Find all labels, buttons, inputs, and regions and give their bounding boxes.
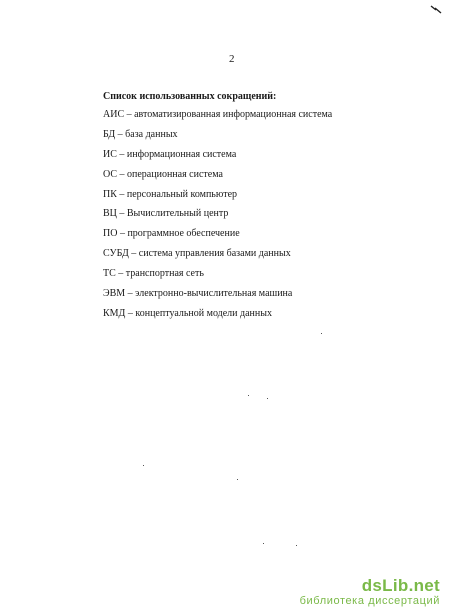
abbreviation-item-os: ОС – операционная система bbox=[103, 168, 223, 180]
scan-speck bbox=[237, 479, 238, 480]
abbreviations-list bbox=[103, 110, 332, 329]
abbreviation-item-kmd: КМД – концептуальной модели данных bbox=[103, 307, 272, 319]
abbreviation-item-bd: БД – база данных bbox=[103, 128, 178, 140]
scan-speck bbox=[321, 333, 322, 334]
abbreviation-item-ts: ТС – транспортная сеть bbox=[103, 268, 204, 280]
scan-speck bbox=[143, 465, 144, 466]
page-number: 2 bbox=[229, 53, 235, 65]
scan-speck bbox=[263, 543, 264, 544]
abbreviation-item-po: ПО – программное обеспечение bbox=[103, 228, 240, 240]
abbreviation-item-pk: ПК – персональный компьютер bbox=[103, 188, 238, 200]
scan-corner-mark bbox=[430, 4, 442, 14]
watermark-logo: dsLib.net bbox=[361, 576, 440, 595]
abbreviation-item-vc: ВЦ – Вычислительный центр bbox=[103, 208, 229, 220]
abbreviation-item-is: ИС – информационная система bbox=[103, 148, 237, 160]
watermark-caption: библиотека диссертаций bbox=[299, 595, 440, 607]
abbreviation-item-subd: СУБД – система управления базами данных bbox=[103, 248, 291, 260]
scan-speck bbox=[248, 395, 249, 396]
scan-speck bbox=[296, 545, 297, 546]
abbreviation-item-evm: ЭВМ – электронно-вычислительная машина bbox=[103, 288, 293, 300]
abbreviation-item-ais: АИС – автоматизированная информационная система bbox=[103, 109, 333, 120]
dslib-watermark bbox=[300, 577, 440, 608]
abbreviations-heading: Список использованных сокращений: bbox=[103, 91, 277, 102]
scan-speck bbox=[267, 398, 268, 399]
